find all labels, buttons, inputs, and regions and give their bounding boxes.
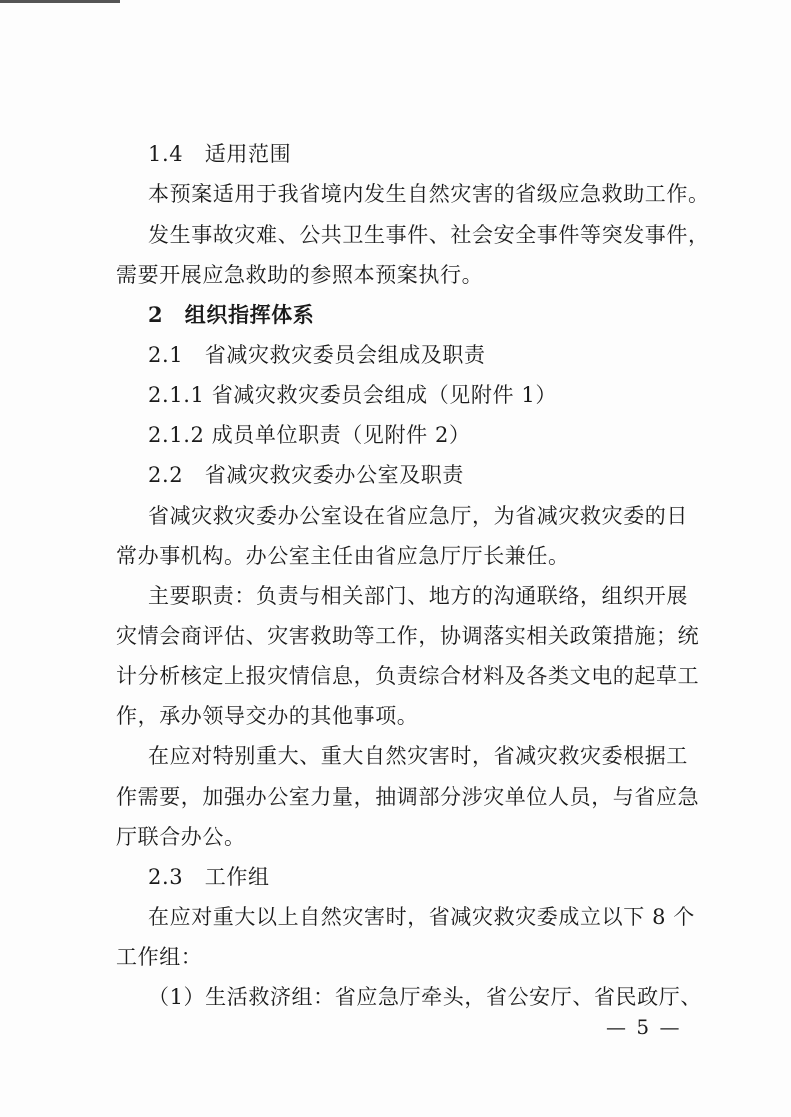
section-heading-2-2: 2.2 省减灾救灾委办公室及职责 <box>148 463 464 487</box>
section-heading-2: 2 组织指挥体系 <box>148 302 315 327</box>
paragraph-line: 作需要，加强办公室力量，抽调部分涉灾单位人员，与省应急 <box>116 785 700 809</box>
paragraph-line: 在应对特别重大、重大自然灾害时，省减灾救灾委根据工 <box>148 744 688 768</box>
paragraph-line: 发生事故灾难、公共卫生事件、社会安全事件等突发事件， <box>148 223 710 247</box>
paragraph-line: 工作组： <box>116 945 203 969</box>
paragraph-line: 常办事机构。办公室主任由省应急厅厅长兼任。 <box>116 544 570 568</box>
section-heading-1-4: 1.4 适用范围 <box>148 142 292 166</box>
list-item-line: （1）生活救济组：省应急厅牵头，省公安厅、省民政厅、 <box>148 985 702 1009</box>
paragraph-line: 作，承办领导交办的其他事项。 <box>116 704 419 728</box>
top-rule <box>0 0 120 3</box>
paragraph-line: 本预案适用于我省境内发生自然灾害的省级应急救助工作。 <box>148 182 710 206</box>
paragraph-line: 需要开展应急救助的参照本预案执行。 <box>116 263 484 287</box>
paragraph-line: 省减灾救灾委办公室设在省应急厅，为省减灾救灾委的日 <box>148 504 688 528</box>
paragraph-line: 在应对重大以上自然灾害时，省减灾救灾委成立以下 8 个 <box>148 905 695 929</box>
section-heading-2-1: 2.1 省减灾救灾委员会组成及职责 <box>148 343 486 367</box>
section-heading-2-3: 2.3 工作组 <box>148 865 270 889</box>
page-number: — 5 — <box>606 1015 682 1039</box>
paragraph-line: 计分析核定上报灾情信息，负责综合材料及各类文电的起草工 <box>116 664 700 688</box>
section-heading-2-1-1: 2.1.1 省减灾救灾委员会组成（见附件 1） <box>148 383 557 407</box>
section-heading-2-1-2: 2.1.2 成员单位职责（见附件 2） <box>148 423 471 447</box>
paragraph-line: 灾情会商评估、灾害救助等工作，协调落实相关政策措施；统 <box>116 624 700 648</box>
paragraph-line: 厅联合办公。 <box>116 825 246 849</box>
paragraph-line: 主要职责：负责与相关部门、地方的沟通联络，组织开展 <box>148 584 688 608</box>
